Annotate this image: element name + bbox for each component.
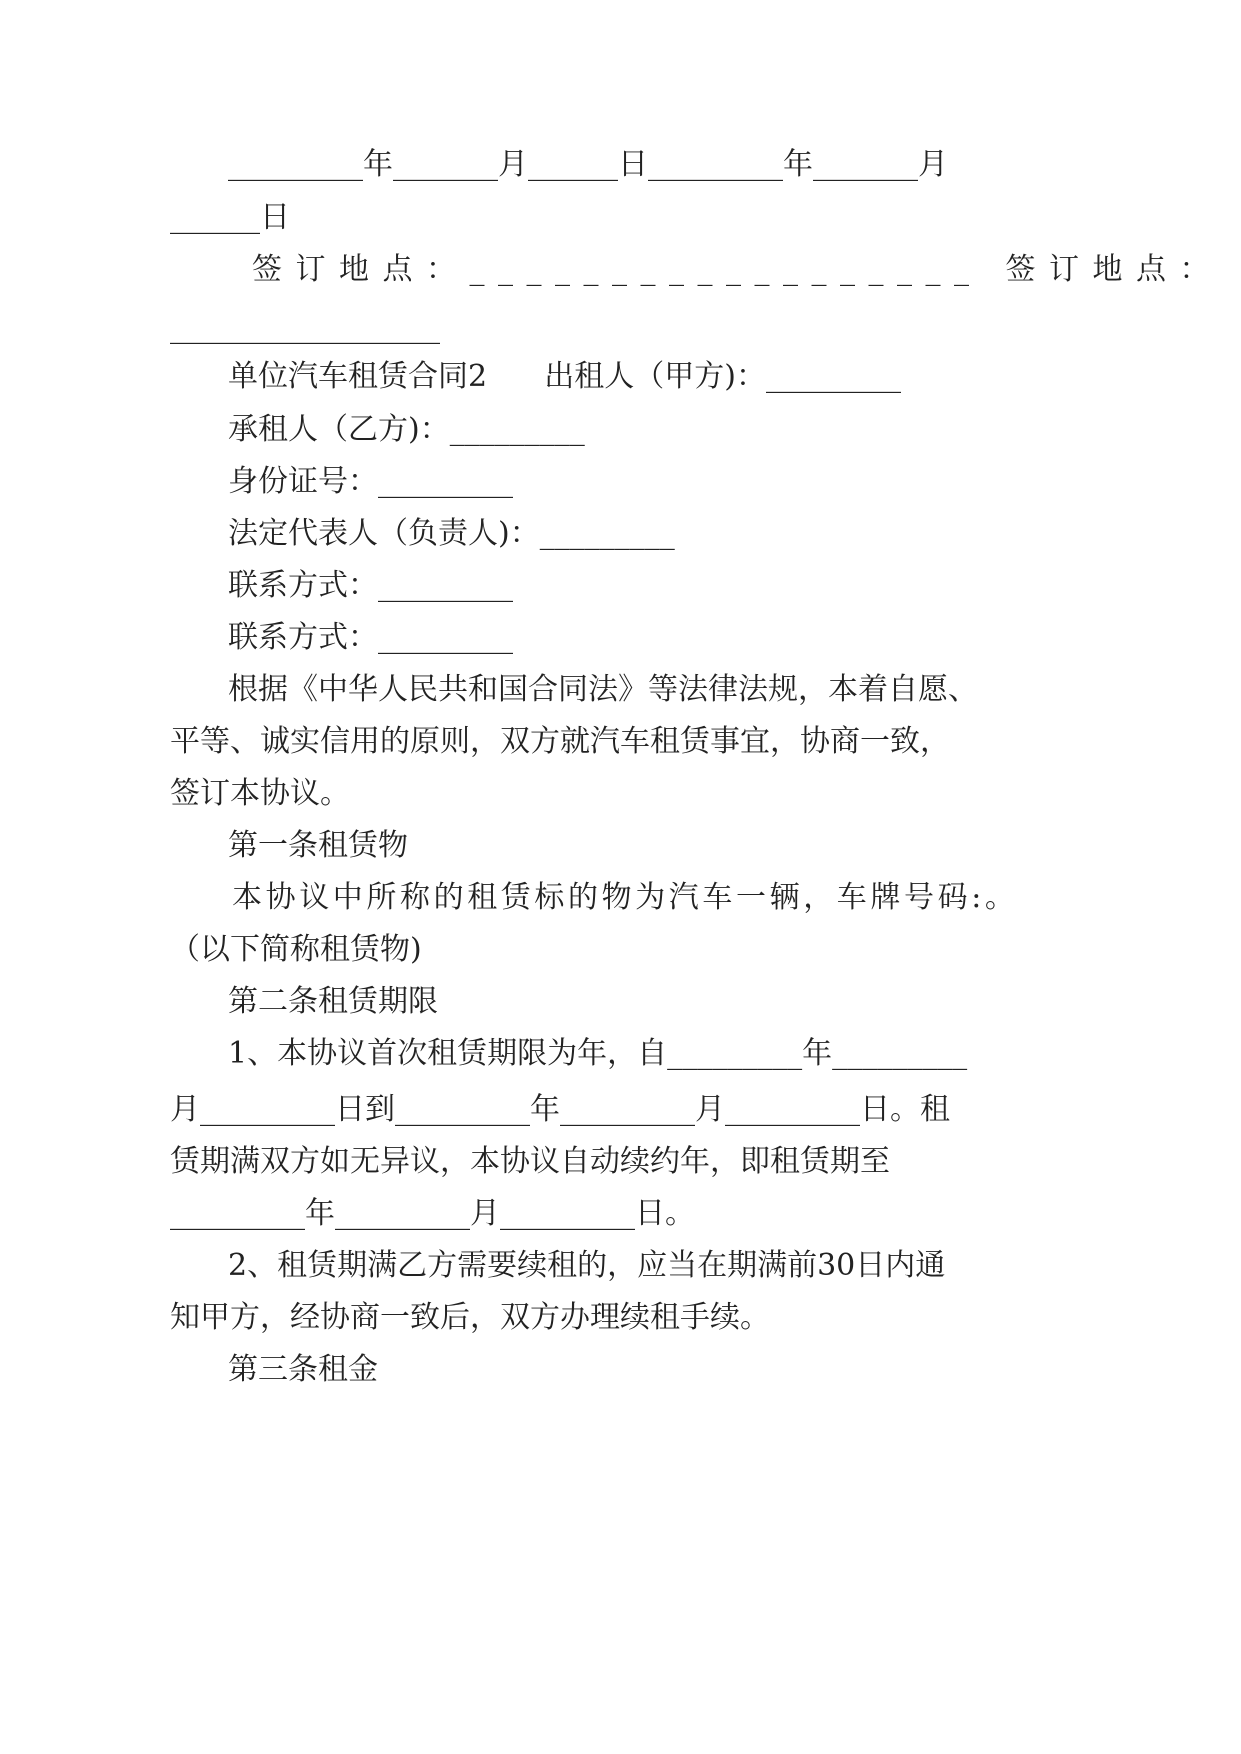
legal-rep-line: 法定代表人（负责人)：_________ [228,516,675,551]
article-2-clause-2-line-2: 知甲方，经协商一致后，双方办理续租手续。 [170,1300,770,1335]
article-1-text-1: 本协议中所称的租赁标的物为汽车一辆，车牌号码:。 [232,880,1019,915]
signing-place-line: 签订地点：__________________ 签订地点： [252,252,1224,287]
article-2-heading: 第二条租赁期限 [228,984,438,1019]
article-2-clause-2-line-1: 2、租赁期满乙方需要续租的，应当在期满前30日内通 [228,1248,946,1283]
id-number-line: 身份证号：_________ [228,464,513,499]
lessee-line: 承租人（乙方)：_________ [228,412,585,447]
article-3-heading: 第三条租金 [228,1352,378,1387]
signing-place-blank: __________________ [170,310,440,345]
preamble-line-2: 平等、诚实信用的原则，双方就汽车租赁事宜，协商一致， [170,724,950,759]
contact-line-2: 联系方式：_________ [228,620,513,655]
article-1-heading: 第一条租赁物 [228,828,408,863]
article-2-clause-1-line-4: _________年_________月_________日。 [170,1196,695,1231]
preamble-line-1: 根据《中华人民共和国合同法》等法律法规，本着自愿、 [228,672,978,707]
article-2-clause-1-line-1: 1、本协议首次租赁期限为年，自_________年_________ [228,1036,968,1071]
preamble-line-3: 签订本协议。 [170,776,350,811]
article-2-clause-1-line-3: 赁期满双方如无异议，本协议自动续约年，即租赁期至 [170,1144,890,1179]
dates-line: _________年_______月______日_________年_______月 [228,147,948,182]
article-1-text-2: （以下简称租赁物) [170,932,422,967]
article-2-clause-1-line-2: 月_________日到_________年_________月_________日。租 [170,1092,950,1127]
contact-line-1: 联系方式：_________ [228,568,513,603]
dates-line-continued: ______日 [170,200,290,235]
contract-title-lessor: 单位汽车租赁合同2 出租人（甲方)：_________ [228,359,902,394]
